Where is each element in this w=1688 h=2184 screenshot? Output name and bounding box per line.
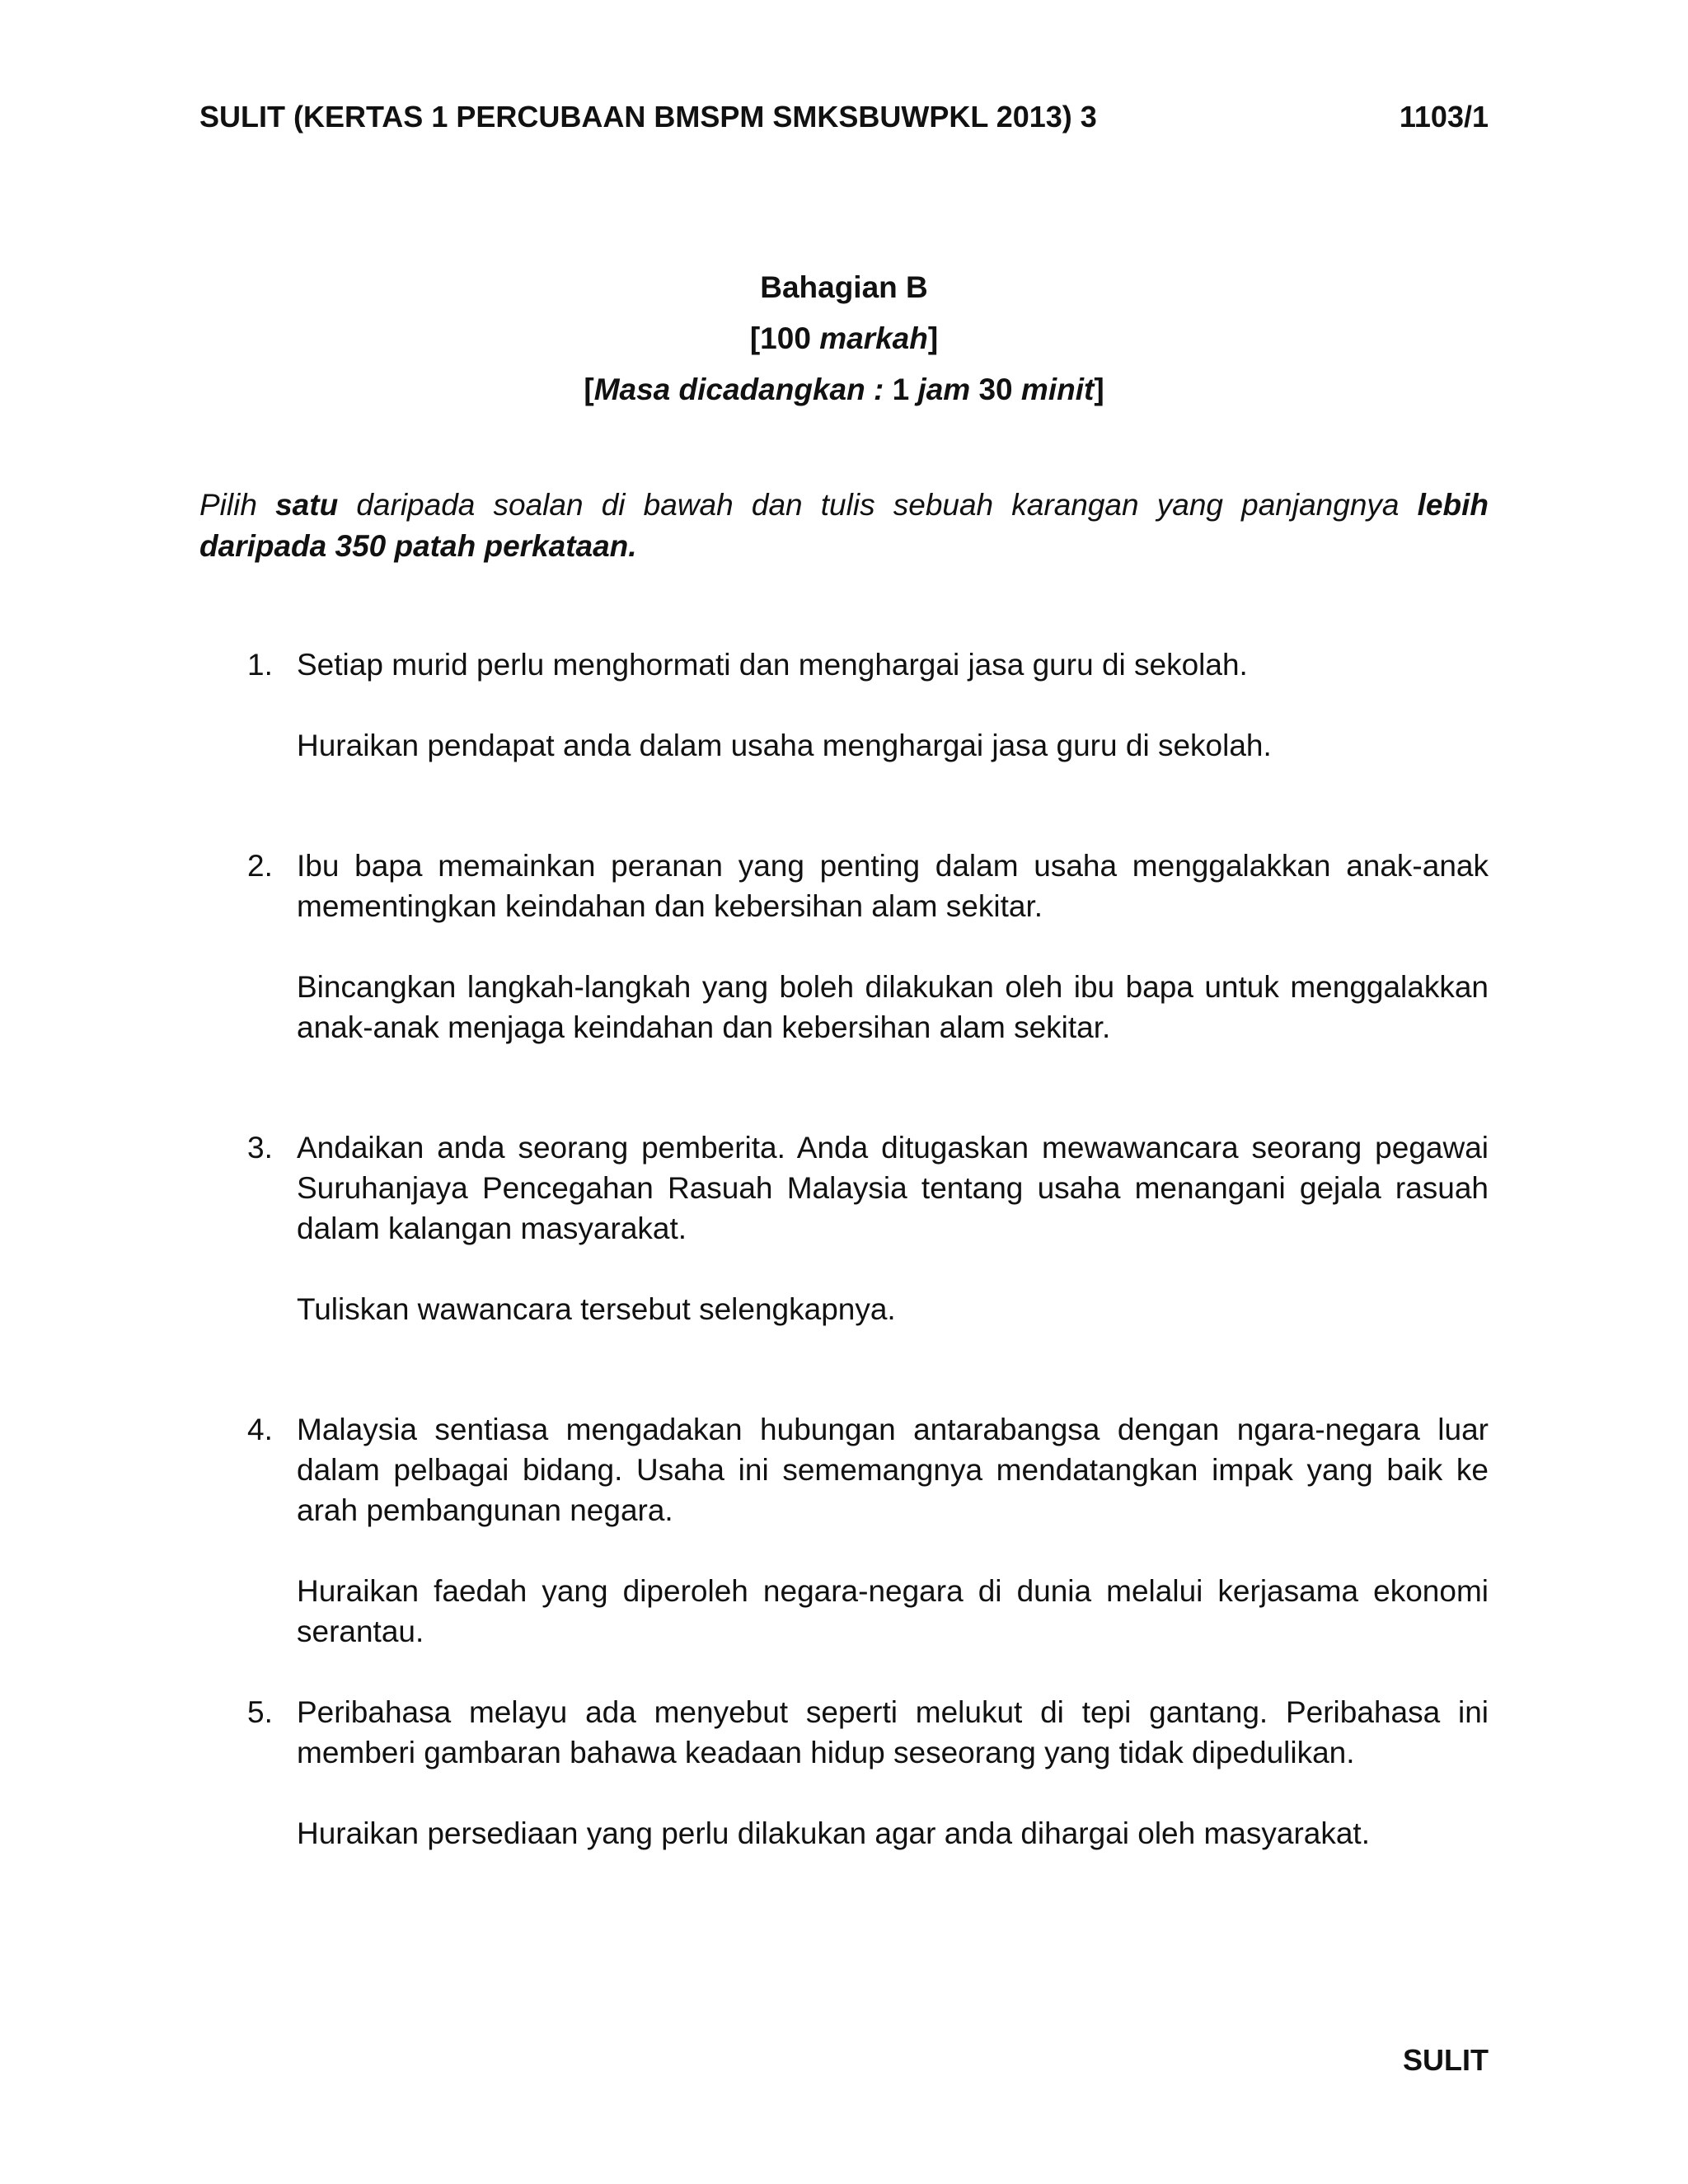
- section-title: Bahagian B: [760, 270, 928, 304]
- question-list: [199, 644, 1489, 1854]
- question-number: 4.: [247, 1413, 273, 1446]
- time-minutes: 30: [970, 373, 1021, 406]
- question-statement: Malaysia sentiasa mengadakan hubungan antarabangsa dengan ngara-negara luar dalam pelbagai bidang. Usaha ini sememangnya mendatangkan impak yang baik ke arah pembangunan negara.: [297, 1413, 1489, 1527]
- question-item: [199, 1692, 1489, 1854]
- question-number: 3.: [247, 1131, 273, 1165]
- question-statement: Setiap murid perlu menghormati dan menghargai jasa guru di sekolah.: [297, 648, 1248, 682]
- question-item: [199, 1127, 1489, 1329]
- question-task: Huraikan faedah yang diperoleh negara-negara di dunia melalui kerjasama ekonomi serantau.: [297, 1574, 1489, 1648]
- marks-word: markah: [819, 321, 928, 355]
- time-label: Masa dicadangkan :: [593, 373, 893, 406]
- instruction-text-2: daripada soalan di bawah dan tulis sebuah karangan yang panjangnya: [338, 488, 1418, 522]
- page-header: [199, 99, 1489, 135]
- time-open: [: [584, 373, 594, 406]
- question-statement: Ibu bapa memainkan peranan yang penting dalam usaha menggalakkan anak-anak mementingkan keindahan dan kebersihan alam sekitar.: [297, 849, 1489, 923]
- paper-code: 1103/1: [1399, 100, 1489, 134]
- marks-close: ]: [927, 321, 939, 355]
- marks-line: [199, 313, 1489, 364]
- instruction: [199, 485, 1489, 567]
- instruction-bold-2: lebih daripada 350 patah perkataan.: [199, 488, 1489, 563]
- header-title: SULIT (KERTAS 1 PERCUBAAN BMSPM SMKSBUWPKL 2013) 3: [199, 100, 1097, 134]
- marks-open: [100: [749, 321, 820, 355]
- instruction-bold-1: satu: [275, 488, 339, 522]
- question-task: Tuliskan wawancara tersebut selengkapnya.: [297, 1292, 896, 1326]
- question-number: 5.: [247, 1695, 273, 1729]
- question-task: Huraikan persediaan yang perlu dilakukan agar anda dihargai oleh masyarakat.: [297, 1816, 1370, 1850]
- question-item: [199, 1409, 1489, 1652]
- section-title-block: [199, 262, 1489, 415]
- instruction-text-1: Pilih: [199, 488, 276, 522]
- page-footer: SULIT: [1403, 2043, 1489, 2077]
- question-task: Huraikan pendapat anda dalam usaha menghargai jasa guru di sekolah.: [297, 729, 1272, 762]
- question-statement: Andaikan anda seorang pemberita. Anda ditugaskan mewawancara seorang pegawai Suruhanjaya Pencegahan Rasuah Malaysia tentang usaha menangani gejala rasuah dalam kalangan masyarakat.: [297, 1131, 1489, 1245]
- question-item: [199, 644, 1489, 766]
- time-close: ]: [1094, 373, 1104, 406]
- question-task: Bincangkan langkah-langkah yang boleh dilakukan oleh ibu bapa untuk menggalakkan anak-anak menjaga keindahan dan kebersihan alam sekitar.: [297, 970, 1489, 1044]
- question-number: 1.: [247, 648, 273, 682]
- question-item: [199, 846, 1489, 1047]
- time-minutes-unit: minit: [1020, 373, 1095, 406]
- time-hours-unit: jam: [917, 373, 971, 406]
- time-hours: 1: [892, 373, 918, 406]
- question-statement: Peribahasa melayu ada menyebut seperti melukut di tepi gantang. Peribahasa ini memberi gambaran bahawa keadaan hidup seseorang yang tidak dipedulikan.: [297, 1695, 1489, 1769]
- question-number: 2.: [247, 849, 273, 883]
- time-line: [199, 364, 1489, 415]
